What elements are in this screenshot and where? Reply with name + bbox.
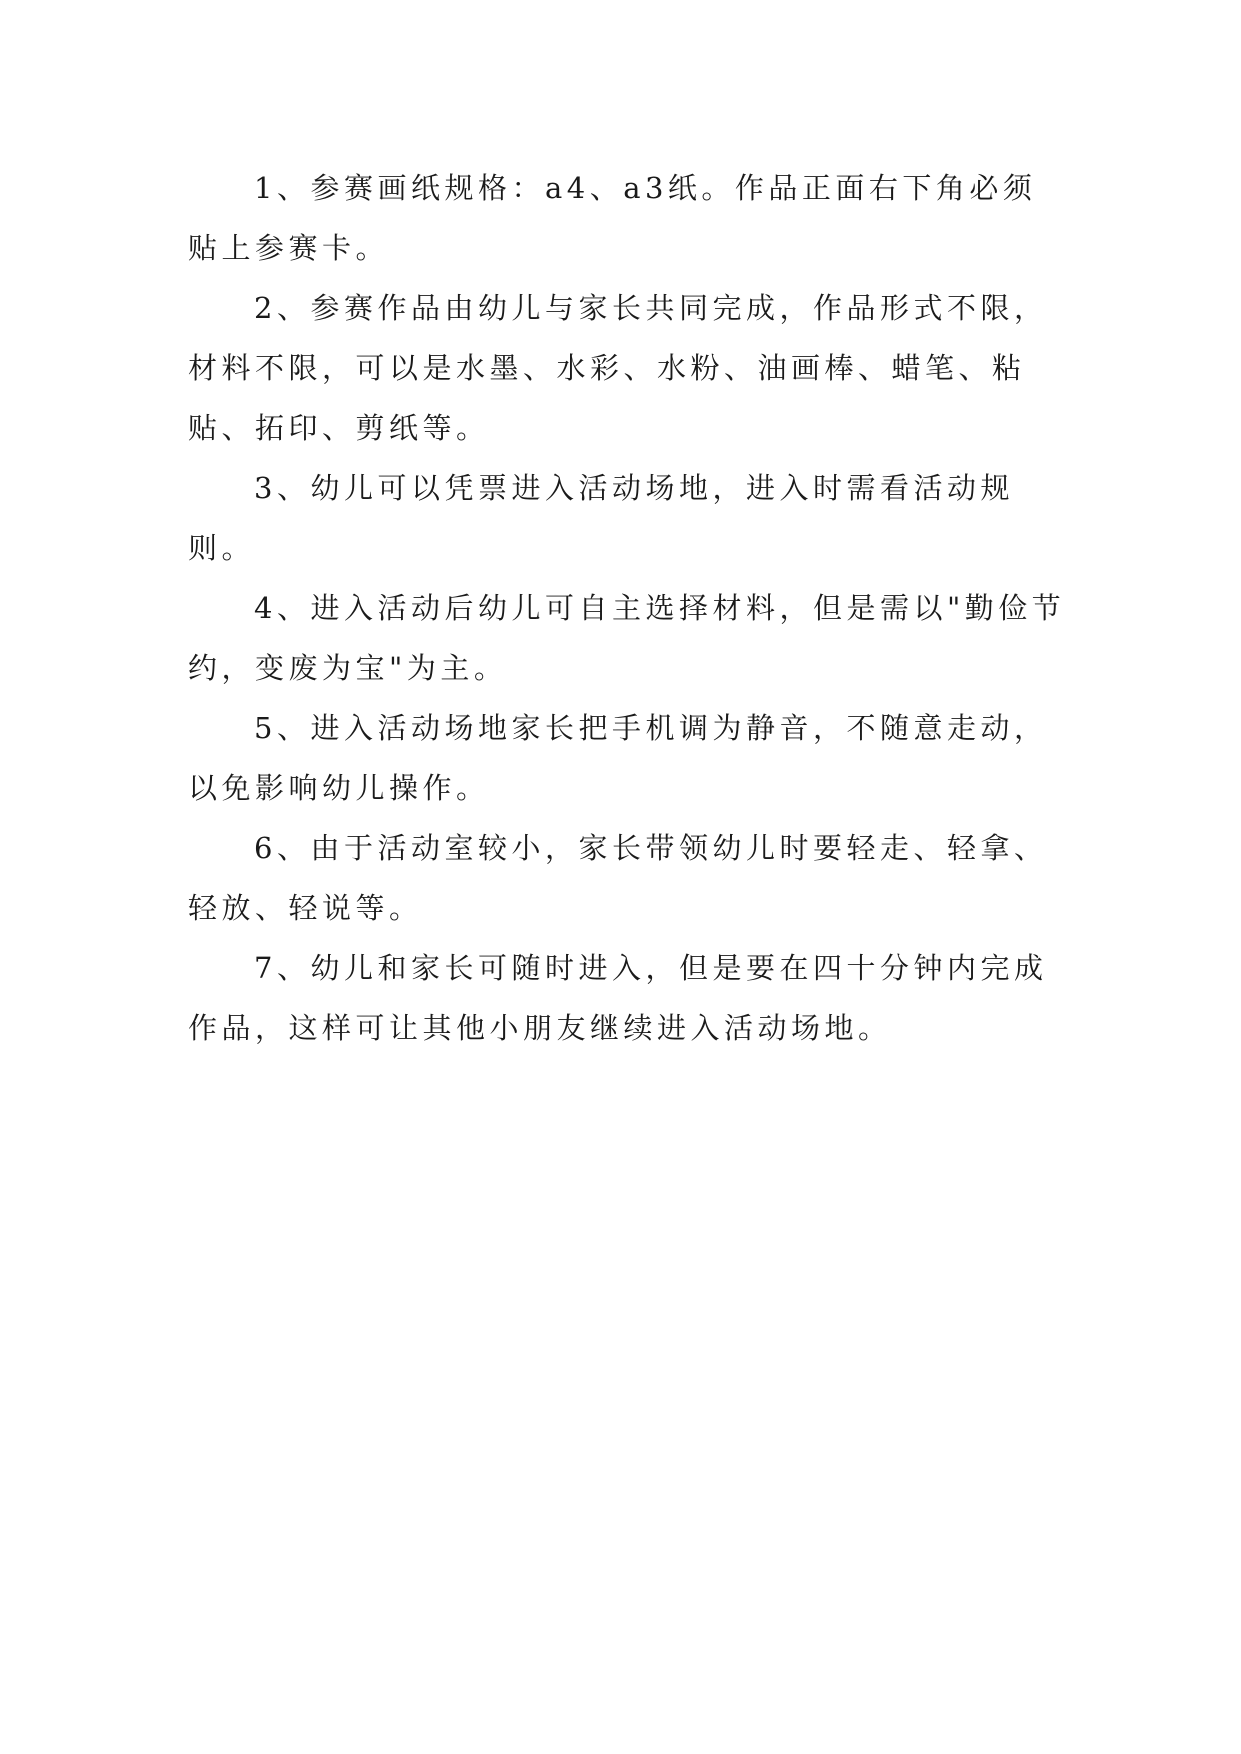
- rule-paragraph-1: 1、参赛画纸规格：a4、a3纸。作品正面右下角必须贴上参赛卡。: [188, 171, 1037, 265]
- rule-paragraph-4: 4、进入活动后幼儿可自主选择材料，但是需以"勤俭节约，变废为宝"为主。: [188, 591, 1066, 685]
- rule-paragraph-3: 3、幼儿可以凭票进入活动场地，进入时需看活动规则。: [188, 471, 1014, 565]
- document-body: [188, 158, 1068, 1058]
- rule-paragraph-7: 7、幼儿和家长可随时进入，但是要在四十分钟内完成作品，这样可让其他小朋友继续进入活动场地。: [188, 951, 1048, 1045]
- rule-paragraph-5: 5、进入活动场地家长把手机调为静音，不随意走动，以免影响幼儿操作。: [188, 711, 1048, 805]
- rule-paragraph-6: 6、由于活动室较小，家长带领幼儿时要轻走、轻拿、轻放、轻说等。: [188, 831, 1048, 925]
- rule-paragraph-2: 2、参赛作品由幼儿与家长共同完成，作品形式不限，材料不限，可以是水墨、水彩、水粉、油画棒、蜡笔、粘贴、拓印、剪纸等。: [188, 291, 1048, 445]
